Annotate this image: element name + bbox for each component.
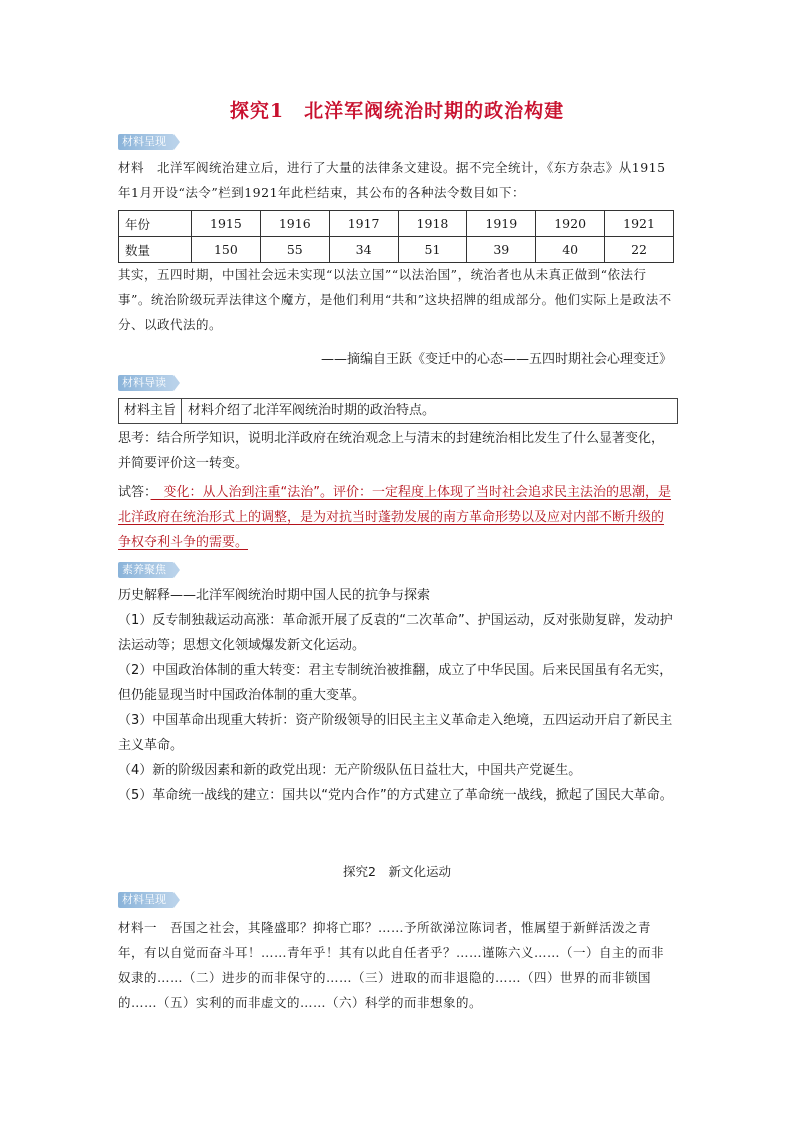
table-cell: 1918 [398, 211, 467, 237]
literacy-badge: 素养聚焦 [118, 562, 174, 578]
material-badge-2: 材料呈现 [118, 892, 174, 908]
material-paragraph: 材料 北洋军阀统治建立后，进行了大量的法律条文建设。据不完全统计，《东方杂志》从1915年1月开设“法令”栏到1921年此栏结束，其公布的各种法令数目如下： [118, 160, 666, 200]
list-item: （4）新的阶级因素和新的政党出现：无产阶级队伍日益壮大，中国共产党诞生。 [118, 763, 582, 778]
guide-value: 材料介绍了北洋军阀统治时期的政治特点。 [188, 403, 436, 418]
table-cell: 1915 [192, 211, 261, 237]
table-cell: 1921 [605, 211, 674, 237]
list-item: （5）革命统一战线的建立：国共以“党内合作”的方式建立了革命统一战线，掀起了国民大革命。 [118, 788, 673, 803]
material-paragraph-3: 材料一 吾国之社会，其隆盛耶？抑将亡耶？……予所欲涕泣陈词者，惟属望于新鲜活泼之青年，有以自觉而奋斗耳！……青年乎！其有以此自任者乎？……谨陈六义……（一）自主的而非奴隶的……（二）进步的而非保守的……（三）进取的而非退隐的……（四）世界的而非锁国的……（五）实利的而非虚文的……（六）科学的而非想象的。 [118, 920, 665, 1010]
table-row-years [119, 211, 674, 237]
material-paragraph-2: 其实，五四时期，中国社会远未实现“以法立国”“以法治国”，统治者也从未真正做到“依法行事”。统治阶级玩弄法律这个魔方，是他们利用“共和”这块招牌的组成部分。他们实际上是政法不分、以政代法的。 [118, 267, 672, 332]
guide-badge: 材料导读 [118, 375, 174, 391]
table-cell: 34 [329, 237, 398, 263]
list-item: （3）中国革命出现重大转折：资产阶级领导的旧民主主义革命走入绝境，五四运动开启了新民主主义革命。 [118, 713, 673, 753]
decree-count-table [118, 210, 674, 263]
section2-title: 探究2 新文化运动 [343, 864, 451, 879]
answer-prefix: 试答： [118, 485, 151, 500]
guide-key: 材料主旨 [119, 399, 182, 423]
table-cell: 150 [192, 237, 261, 263]
section1-title: 探究1 北洋军阀统治时期的政治构建 [229, 100, 565, 122]
literacy-points [118, 608, 674, 808]
list-item: （2）中国政治体制的重大转变：君主专制统治被推翻，成立了中华民国。后来民国虽有名无实，但仍能显现当时中国政治体制的重大变革。 [118, 663, 673, 703]
source-citation: ——摘编自王跃《变迁中的心态——五四时期社会心理变迁》 [320, 352, 672, 367]
table-cell: 1919 [467, 211, 536, 237]
answer-text: 变化：从人治到注重“法治”。评价：一定程度上体现了当时社会追求民主法治的思潮，是北洋政府在统治形式上的调整，是为对抗当时蓬勃发展的南方革命形势以及应对内部不断升级的争权夺利斗争的需要。 [118, 485, 671, 550]
table-header-count: 数量 [119, 237, 192, 263]
list-item: （1）反专制独裁运动高涨：革命派开展了反袁的“二次革命”、护国运动，反对张勋复辟，发动护法运动等；思想文化领域爆发新文化运动。 [118, 613, 673, 653]
table-cell: 40 [536, 237, 605, 263]
table-cell: 22 [605, 237, 674, 263]
table-row-counts [119, 237, 674, 263]
table-cell: 1917 [329, 211, 398, 237]
material-badge: 材料呈现 [118, 134, 174, 150]
think-question: 思考：结合所学知识，说明北洋政府在统治观念上与清末的封建统治相比发生了什么显著变化，并简要评价这一转变。 [118, 431, 665, 471]
answer-block [118, 480, 674, 555]
table-cell: 1916 [260, 211, 329, 237]
literacy-title: 历史解释——北洋军阀统治时期中国人民的抗争与探索 [118, 588, 431, 603]
table-header-year: 年份 [119, 211, 192, 237]
table-cell: 51 [398, 237, 467, 263]
table-cell: 55 [260, 237, 329, 263]
table-cell: 1920 [536, 211, 605, 237]
table-cell: 39 [467, 237, 536, 263]
material-guide-box [118, 398, 678, 424]
